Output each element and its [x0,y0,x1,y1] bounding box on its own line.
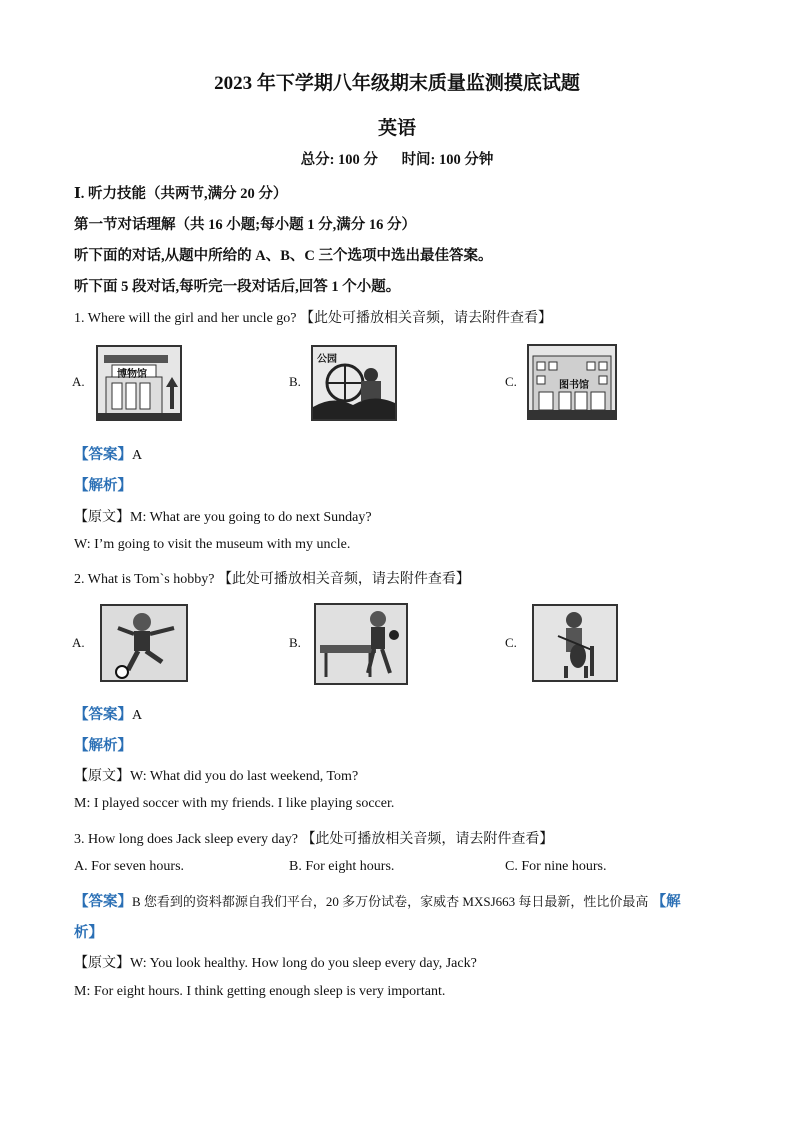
exam-title: 2023 年下学期八年级期末质量监测摸底试题 [214,73,580,94]
exam-time: 时间: 100 分钟 [401,152,494,168]
q3-transcript-1 [74,952,477,972]
q1-option-c-label: C. [505,374,517,389]
q2-option-b-label: B. [289,635,301,650]
museum-icon [98,347,180,419]
original-label: 【原文】 [74,956,130,971]
section-heading: 第一节对话理解（共 16 小题;每小题 1 分,满分 16 分） [74,217,416,233]
analysis-label: 【解析】 [74,738,132,754]
q1-answer [74,443,142,464]
audio-note: 【此处可播放相关音频，请去附件查看】 [217,572,470,587]
q2-transcript-1-text: W: What did you do last weekend, Tom? [130,769,359,784]
answer-label: 【答案】 [74,707,132,723]
q1-transcript-1-text: M: What are you going to do next Sunday? [130,510,372,525]
park-image [311,345,397,421]
q1-answer-value: A [132,448,143,463]
analysis-label-part-1: 【解 [651,894,681,910]
q3-option-c: C. For nine hours. [505,859,607,874]
question-2 [74,568,470,588]
park-sign: 公园 [317,354,337,365]
answer-label: 【答案】 [74,447,132,463]
q3-transcript-1-text: W: You look healthy. How long do you sleep every day, Jack? [130,956,477,971]
soccer-image [100,604,188,682]
q2-answer-value: A [132,708,143,723]
violin-image [532,604,618,682]
soccer-player-icon [102,606,186,680]
museum-image [96,345,182,421]
watermark-text: 您看到的资料都源自我们平台，20 多万份试卷，家威杏 MXSJ663 每日最新，性比价最高 [143,894,649,909]
question-2-text: 2. What is Tom`s hobby? [74,572,215,587]
original-label: 【原文】 [74,769,130,784]
q3-answer [74,890,681,911]
question-3 [74,828,553,848]
q3-analysis [74,921,103,942]
table-tennis-icon [316,605,406,683]
audio-note: 【此处可播放相关音频，请去附件查看】 [301,832,554,847]
q2-transcript-2: M: I played soccer with my friends. I like playing soccer. [74,796,395,811]
ping-pong-image [314,603,408,685]
q3-transcript-2: M: For eight hours. I think getting enough sleep is very important. [74,984,446,999]
question-3-text: 3. How long does Jack sleep every day? [74,832,298,847]
q1-option-a-label: A. [72,374,85,389]
original-label: 【原文】 [74,510,130,525]
question-1-text: 1. Where will the girl and her uncle go? [74,311,297,326]
audio-note: 【此处可播放相关音频，请去附件查看】 [300,311,552,326]
analysis-label: 【解析】 [74,478,132,494]
q1-option-b-label: B. [289,374,301,389]
museum-sign: 博物馆 [117,369,147,380]
q3-answer-value: B [132,894,141,909]
part-heading: Ⅰ. 听力技能（共两节,满分 20 分） [74,186,288,202]
violin-player-icon [534,606,616,680]
q2-answer [74,703,142,724]
q2-transcript-1 [74,765,358,785]
total-score: 总分: 100 分 [300,152,378,168]
q1-transcript-1 [74,506,372,526]
instruction-2: 听下面 5 段对话,每听完一段对话后,回答 1 个小题。 [74,279,401,295]
instruction-1: 听下面的对话,从题中所给的 A、B、C 三个选项中选出最佳答案。 [74,248,493,264]
analysis-label-part-2: 析】 [74,925,103,941]
q1-analysis [74,474,132,495]
q2-option-c-label: C. [505,635,517,650]
library-sign: 图书馆 [559,380,589,391]
library-image [527,344,617,420]
answer-label: 【答案】 [74,894,132,910]
q2-option-a-label: A. [72,635,85,650]
q3-option-a: A. For seven hours. [74,859,185,874]
exam-meta [0,148,794,169]
exam-subject: 英语 [377,118,416,139]
q2-analysis [74,734,132,755]
question-1 [74,307,552,327]
q1-transcript-2: W: I’m going to visit the museum with my uncle. [74,537,351,552]
q3-option-b: B. For eight hours. [289,859,395,874]
